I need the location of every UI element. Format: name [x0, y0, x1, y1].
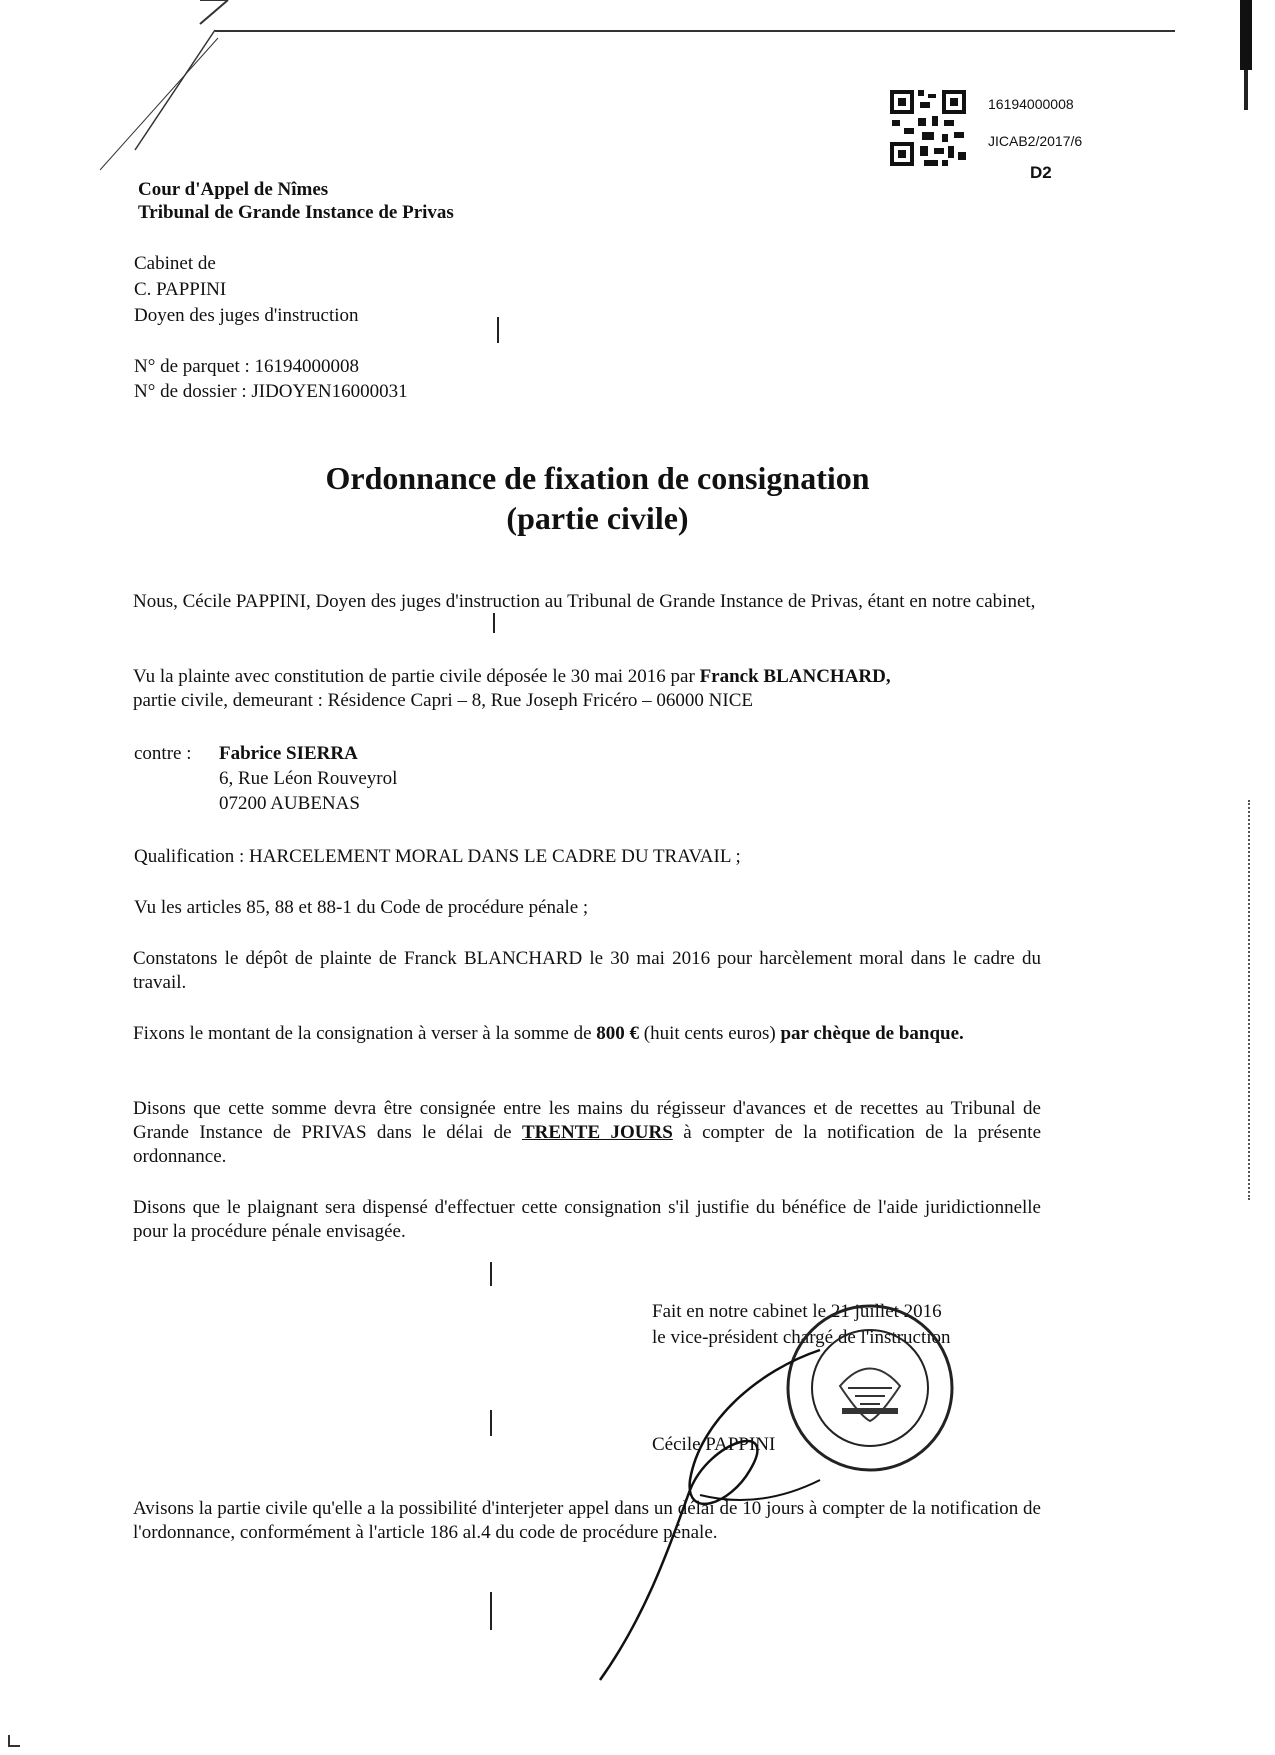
disons-dispense-paragraph: Disons que le plaignant sera dispensé d'effectuer cette consignation s'il justifie du bénéfice de l'aide juridictionnelle pour la procédure pénale envisagée. — [133, 1197, 1041, 1242]
plaintiff-address: partie civile, demeurant : Résidence Capri – 8, Rue Joseph Fricéro – 06000 NICE — [133, 690, 753, 711]
amount-in-words: (huit cents euros) — [639, 1023, 781, 1044]
document-subtitle: (partie civile) — [506, 500, 689, 536]
cabinet-line2: C. PAPPINI — [134, 279, 227, 300]
vu-plainte-text: Vu la plainte avec constitution de partie civile déposée le 30 mai 2016 par — [133, 666, 700, 687]
scan-bottom-mark — [8, 1735, 20, 1747]
vu-articles: Vu les articles 85, 88 et 88-1 du Code de procédure pénale ; — [134, 897, 589, 918]
scan-corner-lines — [80, 0, 280, 180]
dossier-label: N° de dossier : — [134, 381, 247, 402]
disons-delay-text: Disons que cette somme devra être consignée entre les mains du régisseur d'avances et de recettes au Tribunal de Grande Instance de PRIVAS dans le délai de — [133, 1098, 1041, 1143]
delay-value: TRENTE JOURS — [521, 1122, 673, 1143]
scan-edge-line — [215, 30, 1175, 32]
scan-tick — [493, 613, 495, 633]
tribunal-name: Tribunal de Grande Instance de Privas — [138, 202, 454, 223]
payment-method: par chèque de banque. — [780, 1023, 964, 1044]
qualification: Qualification : HARCELEMENT MORAL DANS LE CADRE DU TRAVAIL ; — [134, 846, 741, 867]
signature-title: le vice-président chargé de l'instruction — [652, 1327, 951, 1348]
scan-right-mark — [1244, 70, 1248, 110]
scan-tick — [497, 317, 499, 343]
fixons-text: Fixons le montant de la consignation à verser à la somme de — [133, 1023, 597, 1044]
defendant-address1: 6, Rue Léon Rouveyrol — [219, 768, 398, 789]
parquet-value: 16194000008 — [254, 356, 360, 377]
dossier-number — [134, 380, 408, 404]
barcode-number: 16194000008 — [988, 96, 1074, 112]
document-title: Ordonnance de fixation de consignation — [325, 460, 870, 496]
defendant-address2: 07200 AUBENAS — [219, 793, 360, 814]
parquet-label: N° de parquet : — [134, 356, 250, 377]
constatons-paragraph: Constatons le dépôt de plainte de Franck BLANCHARD le 30 mai 2016 pour harcèlement moral dans le cadre du travail. — [133, 948, 1041, 993]
disons-delay-end: à compter de la notification de la présente ordonnance. — [133, 1122, 1041, 1167]
court-name: Cour d'Appel de Nîmes — [138, 179, 329, 200]
cabinet-line1: Cabinet de — [134, 253, 216, 274]
scan-right-dots — [1248, 800, 1252, 1200]
intro-paragraph: Nous, Cécile PAPPINI, Doyen des juges d'instruction au Tribunal de Grande Instance de Privas, étant en notre cabinet, — [133, 591, 1036, 612]
fixons-paragraph — [133, 1022, 1041, 1046]
scan-tick — [490, 1262, 492, 1286]
disons-delay-paragraph — [133, 1097, 1041, 1169]
contre-label: contre : — [134, 743, 192, 764]
parquet-number — [134, 355, 359, 379]
scan-right-border — [1240, 0, 1252, 70]
barcode-reference: JICAB2/2017/6 — [988, 133, 1083, 149]
dossier-value: JIDOYEN16000031 — [251, 381, 408, 402]
signatory-name: Cécile PAPPINI — [652, 1434, 776, 1455]
appeal-notice: Avisons la partie civile qu'elle a la possibilité d'interjeter appel dans un délai de 10 jours à compter de la notification de l'ordonnance, conformément à l'article 186 al.4 du code de procédure pénale. — [133, 1498, 1041, 1543]
cabinet-line3: Doyen des juges d'instruction — [134, 305, 359, 326]
vu-plainte-paragraph — [133, 665, 1041, 713]
scan-tick — [490, 1410, 492, 1436]
signature-place-date: Fait en notre cabinet le 21 juillet 2016 — [652, 1301, 942, 1322]
scan-tick — [490, 1592, 492, 1630]
qr-code-icon — [888, 88, 968, 168]
document-code: D2 — [1030, 163, 1052, 182]
consignation-amount: 800 € — [596, 1023, 640, 1044]
plaintiff-name: Franck BLANCHARD, — [699, 666, 891, 687]
defendant-name: Fabrice SIERRA — [219, 743, 358, 764]
